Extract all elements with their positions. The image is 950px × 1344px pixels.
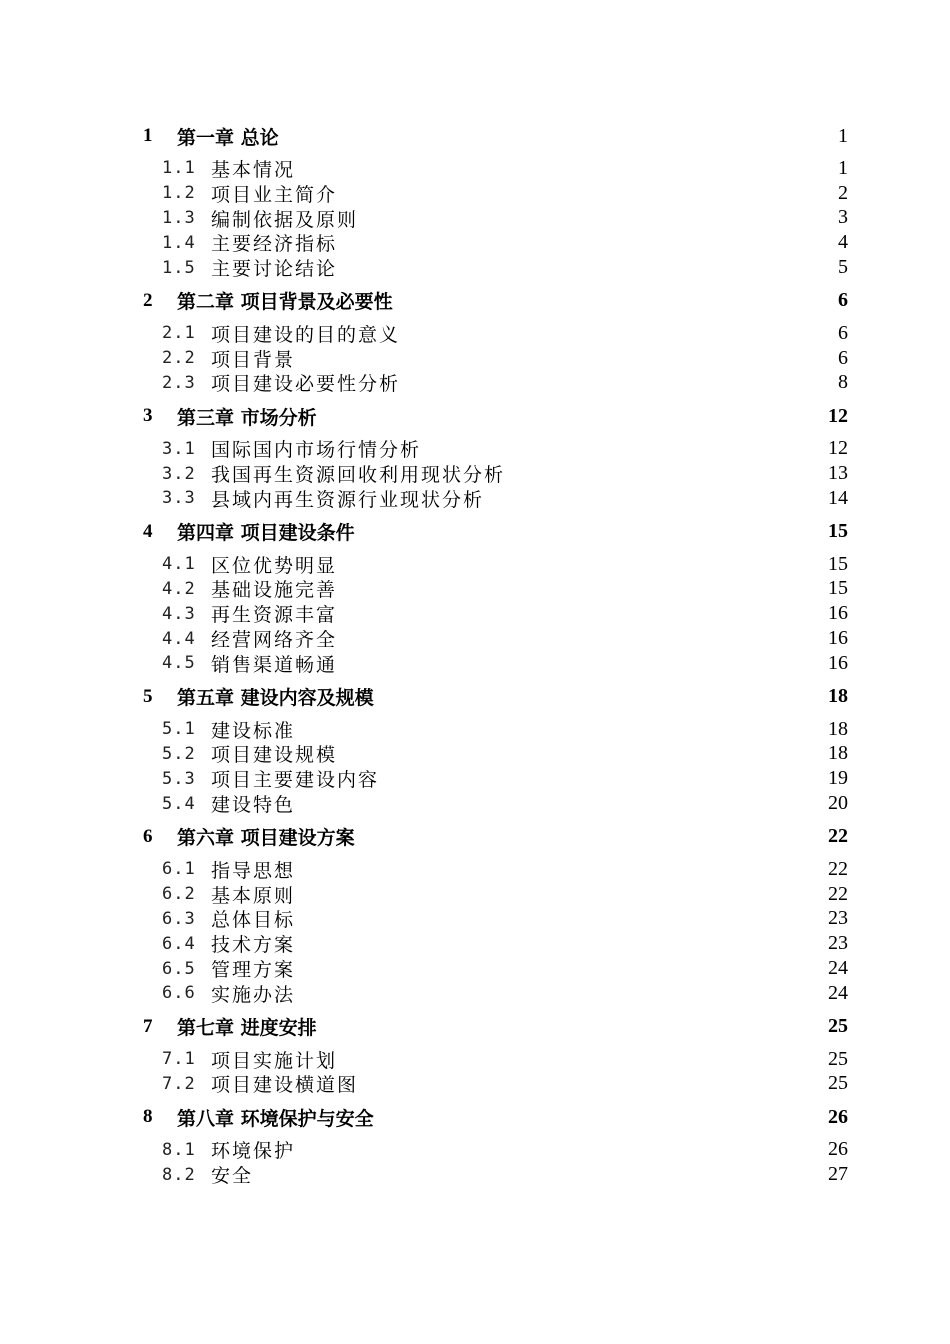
section-number: 4.2: [162, 578, 196, 599]
section-page-number: 24: [828, 981, 848, 1004]
toc-section-entry[interactable]: [143, 981, 848, 1006]
toc-section-entry[interactable]: [143, 461, 848, 486]
toc-chapter-entry[interactable]: [143, 402, 848, 430]
chapter-section-list: [143, 321, 848, 395]
chapter-section-list: [143, 436, 848, 510]
toc-section-entry[interactable]: [143, 626, 848, 651]
toc-section-entry[interactable]: [143, 791, 848, 816]
toc-section-entry[interactable]: [143, 766, 848, 791]
chapter-page-number: 15: [828, 520, 848, 543]
toc-section-entry[interactable]: [143, 181, 848, 206]
section-page-number: 24: [828, 957, 848, 980]
section-number: 5.1: [162, 719, 196, 740]
section-title: 项目业主简介: [211, 183, 338, 206]
chapter-page-number: 25: [828, 1015, 848, 1038]
section-number: 1.4: [162, 232, 196, 253]
section-number: 3.2: [162, 463, 196, 484]
chapter-page-number: 22: [828, 825, 848, 848]
toc-chapter: [143, 683, 848, 816]
chapter-number: 7: [143, 1015, 153, 1037]
chapter-page-number: 18: [828, 685, 848, 708]
section-title: 经营网络齐全: [211, 629, 338, 652]
section-title: 再生资源丰富: [211, 604, 338, 627]
section-number: 6.1: [162, 859, 196, 880]
chapter-title: 第二章 项目背景及必要性: [177, 291, 393, 314]
chapter-title: 第一章 总论: [177, 126, 279, 149]
section-number: 7.2: [162, 1073, 196, 1094]
section-page-number: 22: [828, 857, 848, 880]
section-title: 项目实施计划: [211, 1049, 338, 1072]
section-page-number: 6: [838, 346, 848, 369]
chapter-number: 1: [143, 125, 153, 146]
section-page-number: 26: [828, 1138, 848, 1161]
section-page-number: 16: [828, 627, 848, 650]
section-title: 基本情况: [211, 158, 296, 181]
chapter-section-list: [143, 857, 848, 1006]
toc-section-entry[interactable]: [143, 857, 848, 882]
chapter-title: 第五章 建设内容及规模: [177, 687, 374, 710]
toc-chapter: [143, 287, 848, 395]
section-title: 项目建设规模: [211, 744, 338, 767]
section-number: 5.4: [162, 793, 196, 814]
section-title: 项目主要建设内容: [211, 769, 380, 792]
toc-chapter-entry[interactable]: [143, 122, 848, 150]
section-page-number: 19: [828, 767, 848, 790]
toc-section-entry[interactable]: [143, 1047, 848, 1072]
toc-section-entry[interactable]: [143, 206, 848, 231]
section-page-number: 16: [828, 602, 848, 625]
section-title: 总体目标: [211, 909, 296, 932]
toc-chapter-entry[interactable]: [143, 1103, 848, 1131]
toc-section-entry[interactable]: [143, 436, 848, 461]
section-title: 管理方案: [211, 959, 296, 982]
section-title: 项目建设必要性分析: [211, 373, 401, 396]
toc-section-entry[interactable]: [143, 486, 848, 511]
section-title: 项目背景: [211, 348, 296, 371]
toc-chapter: [143, 1013, 848, 1097]
section-number: 6.2: [162, 884, 196, 905]
toc-section-entry[interactable]: [143, 371, 848, 396]
toc-section-entry[interactable]: [143, 717, 848, 742]
chapter-number: 3: [143, 405, 153, 427]
toc-section-entry[interactable]: [143, 601, 848, 626]
section-number: 1.1: [162, 158, 196, 179]
section-page-number: 15: [828, 577, 848, 600]
chapter-title: 第三章 市场分析: [177, 406, 317, 429]
toc-section-entry[interactable]: [143, 1162, 848, 1187]
section-title: 国际国内市场行情分析: [211, 439, 422, 462]
section-number: 4.5: [162, 653, 196, 674]
toc-section-entry[interactable]: [143, 156, 848, 181]
section-title: 建设特色: [211, 794, 296, 817]
chapter-title: 第八章 环境保护与安全: [177, 1107, 374, 1130]
chapter-title: 第七章 进度安排: [177, 1017, 317, 1040]
section-title: 销售渠道畅通: [211, 653, 338, 676]
toc-section-entry[interactable]: [143, 882, 848, 907]
section-title: 基础设施完善: [211, 579, 338, 602]
section-number: 1.5: [162, 257, 196, 278]
section-number: 6.4: [162, 933, 196, 954]
section-title: 编制依据及原则: [211, 208, 359, 231]
toc-chapter: [143, 122, 848, 280]
section-page-number: 23: [828, 932, 848, 955]
section-title: 技术方案: [211, 934, 296, 957]
section-number: 1.2: [162, 183, 196, 204]
section-number: 3.3: [162, 488, 196, 509]
chapter-page-number: 26: [828, 1105, 848, 1128]
section-title: 主要经济指标: [211, 233, 338, 256]
section-number: 2.3: [162, 372, 196, 393]
chapter-number: 4: [143, 520, 153, 542]
chapter-section-list: [143, 1137, 848, 1187]
section-title: 县域内再生资源行业现状分析: [211, 488, 485, 511]
section-title: 项目建设的目的意义: [211, 323, 401, 346]
section-number: 2.1: [162, 323, 196, 344]
section-page-number: 6: [838, 321, 848, 344]
section-page-number: 12: [828, 437, 848, 460]
toc-section-entry[interactable]: [143, 1072, 848, 1097]
section-page-number: 23: [828, 907, 848, 930]
toc-section-entry[interactable]: [143, 346, 848, 371]
section-title: 主要讨论结论: [211, 258, 338, 281]
section-number: 4.1: [162, 554, 196, 575]
toc-chapter-entry[interactable]: [143, 683, 848, 711]
toc-section-entry[interactable]: [143, 956, 848, 981]
section-page-number: 20: [828, 792, 848, 815]
toc-section-entry[interactable]: [143, 230, 848, 255]
toc-chapter: [143, 823, 848, 1006]
toc-chapter: [143, 1103, 848, 1187]
section-title: 项目建设横道图: [211, 1074, 359, 1097]
chapter-section-list: [143, 552, 848, 676]
toc-chapter-entry[interactable]: [143, 287, 848, 315]
toc-chapter-entry[interactable]: [143, 1013, 848, 1041]
toc-section-entry[interactable]: [143, 651, 848, 676]
section-number: 4.4: [162, 628, 196, 649]
section-number: 8.2: [162, 1164, 196, 1185]
toc-section-entry[interactable]: [143, 255, 848, 280]
section-page-number: 22: [828, 882, 848, 905]
section-number: 2.2: [162, 348, 196, 369]
section-number: 7.1: [162, 1049, 196, 1070]
section-page-number: 18: [828, 717, 848, 740]
chapter-section-list: [143, 1047, 848, 1097]
section-page-number: 8: [838, 371, 848, 394]
chapter-number: 2: [143, 289, 153, 311]
table-of-contents: [143, 122, 848, 1194]
toc-chapter-entry[interactable]: [143, 823, 848, 851]
section-page-number: 15: [828, 552, 848, 575]
section-title: 实施办法: [211, 983, 296, 1006]
section-page-number: 18: [828, 742, 848, 765]
chapter-title: 第四章 项目建设条件: [177, 522, 355, 545]
section-number: 1.3: [162, 207, 196, 228]
chapter-number: 6: [143, 825, 153, 847]
section-number: 4.3: [162, 603, 196, 624]
section-title: 我国再生资源回收利用现状分析: [211, 464, 506, 487]
section-page-number: 1: [838, 156, 848, 179]
toc-chapter-entry[interactable]: [143, 518, 848, 546]
chapter-number: 5: [143, 685, 153, 707]
toc-chapter: [143, 518, 848, 676]
section-title: 安全: [211, 1165, 254, 1188]
chapter-number: 8: [143, 1106, 153, 1128]
section-page-number: 13: [828, 462, 848, 485]
section-number: 6.3: [162, 908, 196, 929]
chapter-section-list: [143, 156, 848, 280]
section-page-number: 2: [838, 181, 848, 204]
toc-chapter: [143, 402, 848, 510]
section-page-number: 27: [828, 1163, 848, 1185]
section-number: 5.2: [162, 743, 196, 764]
section-number: 5.3: [162, 768, 196, 789]
section-page-number: 25: [828, 1072, 848, 1095]
section-page-number: 25: [828, 1047, 848, 1070]
chapter-page-number: 12: [828, 404, 848, 427]
toc-section-entry[interactable]: [143, 931, 848, 956]
toc-section-entry[interactable]: [143, 1137, 848, 1162]
section-page-number: 3: [838, 206, 848, 229]
toc-section-entry[interactable]: [143, 577, 848, 602]
toc-section-entry[interactable]: [143, 321, 848, 346]
section-number: 8.1: [162, 1139, 196, 1160]
chapter-section-list: [143, 717, 848, 816]
section-title: 指导思想: [211, 859, 296, 882]
section-number: 6.5: [162, 958, 196, 979]
section-number: 6.6: [162, 983, 196, 1004]
chapter-page-number: 6: [838, 289, 848, 312]
section-page-number: 5: [838, 256, 848, 279]
section-page-number: 16: [828, 651, 848, 674]
chapter-page-number: 1: [838, 124, 848, 147]
toc-section-entry[interactable]: [143, 907, 848, 932]
section-title: 区位优势明显: [211, 554, 338, 577]
toc-section-entry[interactable]: [143, 552, 848, 577]
section-title: 基本原则: [211, 884, 296, 907]
section-title: 建设标准: [211, 719, 296, 742]
chapter-title: 第六章 项目建设方案: [177, 827, 355, 850]
section-number: 3.1: [162, 438, 196, 459]
section-title: 环境保护: [211, 1140, 296, 1163]
toc-section-entry[interactable]: [143, 742, 848, 767]
section-page-number: 4: [838, 231, 848, 254]
section-page-number: 14: [828, 486, 848, 509]
